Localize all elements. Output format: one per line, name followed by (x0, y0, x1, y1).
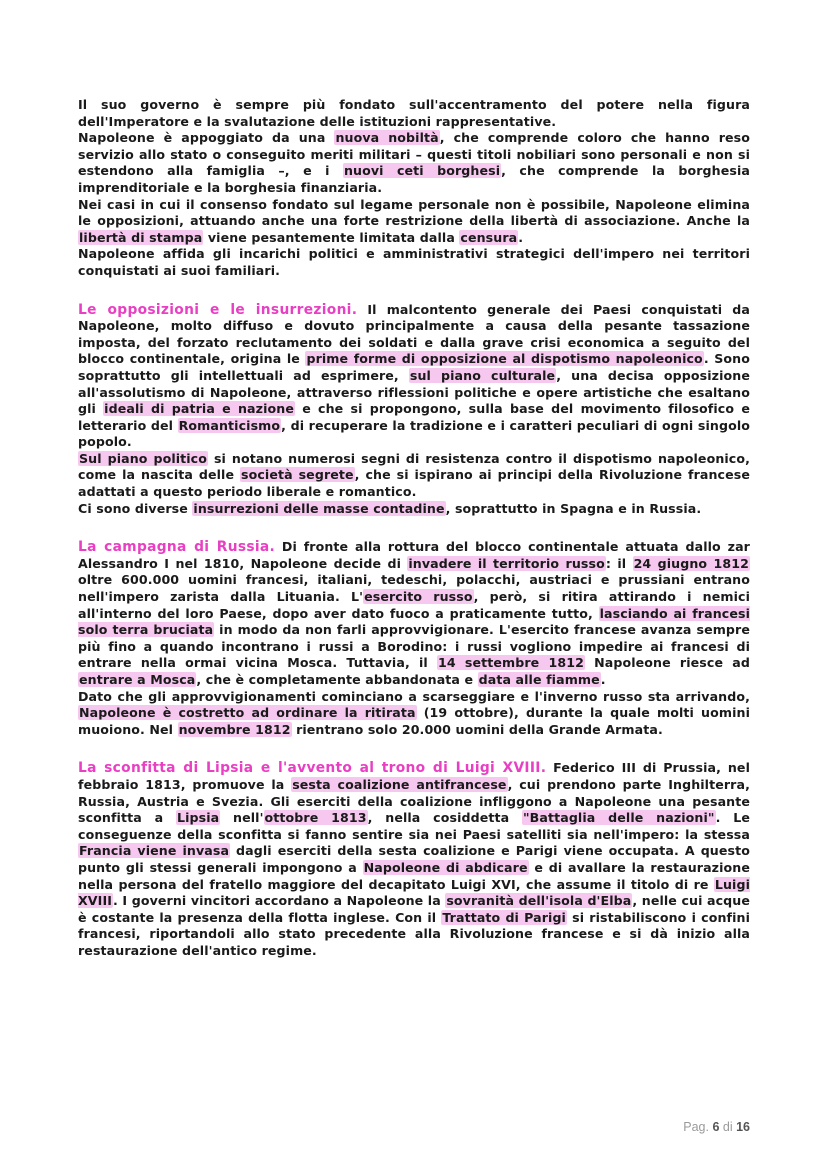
opposizioni-paragraph-2: Sul piano politico si notano numerosi segni di resistenza contro il dispotismo napoleonico, come la nascita delle società segrete, che si ispirano ai principi della Rivoluzione francese adattati a questo periodo liberale e romantico. (78, 450, 751, 500)
page-number: Pag. 6 di 16 (683, 1120, 750, 1134)
highlight: Trattato di Parigi (442, 909, 566, 925)
highlight: sovranità dell'isola d'Elba (446, 893, 632, 909)
highlight: ideali di patria e nazione (104, 401, 294, 417)
russia-paragraph-1: La campagna di Russia. Di fronte alla rottura del blocco continentale attuata dallo zar Alessandro I nel 1810, Napoleone decide di invadere il territorio russo: il 24 giugno 1812 oltre 600.000 uomini francesi, italiani, tedeschi, polacchi, austriaci e prussiani entrano nell'impero zarista dalla Lituania. L'esercito russo, però, si ritira attirando i nemici all'interno del loro Paese, dopo aver dato fuoco a praticamente tutto, lasciando ai francesi solo terra bruciata in modo da non farli approvvigionare. L'esercito francese avanza sempre più fino a quando incontrano i russi a Borodino: i russi vogliono impedire ai francesi di entrare nella ormai vicina Mosca. Tuttavia, il 14 settembre 1812 Napoleone riesce ad entrare a Mosca, che è completamente abbandonata e data alle fiamme. (78, 539, 751, 687)
highlight: data alle fiamme (478, 672, 600, 687)
highlight: censura (460, 229, 518, 245)
highlight: società segrete (241, 467, 354, 483)
section-heading: Le opposizioni e le insurrezioni. (78, 301, 358, 318)
document-page (78, 97, 750, 960)
highlight: nuova nobiltà (335, 130, 439, 146)
opposizioni-section (78, 302, 750, 518)
intro-paragraph-2: Napoleone è appoggiato da una nuova nobiltà, che comprende coloro che hanno reso servizio allo stato o conseguito meriti militari – questi titoli nobiliari sono personali e non si estendono alla famiglia –, e i nuovi ceti borghesi, che comprende la borghesia imprenditoriale e la borghesia finanziaria. (78, 130, 750, 195)
highlight: Luigi XVIII (78, 876, 750, 909)
intro-section (78, 97, 750, 280)
highlight: entrare a Mosca (79, 672, 196, 687)
section-heading: La campagna di Russia. (78, 539, 276, 556)
highlight: Francia viene invasa (79, 843, 230, 859)
intro-paragraph-4: Napoleone affida gli incarichi politici e amministrativi strategici dell'impero nei territori conquistati ai suoi familiari. (78, 246, 750, 278)
highlight: sesta coalizione antifrancese (292, 776, 507, 792)
highlight: ottobre 1813 (264, 810, 367, 826)
highlight: esercito russo (364, 589, 473, 605)
lipsia-paragraph-1: La sconfitta di Lipsia e l'avvento al trono di Luigi XVIII. Federico III di Prussia, nel febbraio 1813, promuove la sesta coalizione antifrancese, cui prendono parte Inghilterra, Russia, Austria e Svezia. Gli eserciti della coalizione infliggono a Napoleone una pesante sconfitta a Lipsia nell'ottobre 1813, nella cosiddetta "Battaglia delle nazioni". Le conseguenze della sconfitta si fanno sentire sia nei Paesi satelliti sia nell'impero: la stessa Francia viene invasa dagli eserciti della sesta coalizione e Parigi viene occupata. A questo punto gli stessi generali impongono a Napoleone di abdicare e di avallare la restaurazione nella persona del fratello maggiore del decapitato Luigi XVI, che assume il titolo di re Luigi XVIII. I governi vincitori accordano a Napoleone la sovranità dell'isola d'Elba, nelle cui acque è costante la presenza della flotta inglese. Con il Trattato di Parigi si ristabiliscono i confini francesi, riportandoli allo stato precedente alla Rivoluzione francese e si dà inizio alla restaurazione dell'antico regime. (78, 760, 750, 958)
highlight: invadere il territorio russo (408, 555, 605, 571)
highlight: Romanticismo (178, 417, 281, 433)
section-heading: La sconfitta di Lipsia e l'avvento al trono di Luigi XVIII. (78, 760, 547, 777)
highlight: 24 giugno 1812 (633, 555, 749, 571)
highlight: insurrezioni delle masse contadine (193, 500, 445, 516)
intro-paragraph-1: Il suo governo è sempre più fondato sull'accentramento del potere nella figura dell'Imperatore e la svalutazione delle istituzioni rappresentative. (78, 97, 750, 129)
highlight: sul piano culturale (409, 367, 556, 383)
highlight: libertà di stampa (79, 229, 203, 245)
highlight: Napoleone di abdicare (363, 859, 528, 875)
highlight: Lipsia (176, 810, 220, 826)
russia-section (78, 539, 750, 738)
highlight: "Battaglia delle nazioni" (523, 810, 715, 826)
russia-paragraph-2: Dato che gli approvvigionamenti cominciano a scarseggiare e l'inverno russo sta arrivando, Napoleone è costretto ad ordinare la ritirata (19 ottobre), durante la quale molti uomini muoiono. Nel novembre 1812 rientrano solo 20.000 uomini della Grande Armata. (78, 688, 750, 737)
lipsia-section (78, 760, 750, 959)
highlight: lasciando ai francesi solo terra bruciata (78, 605, 750, 638)
highlight: Sul piano politico (79, 450, 208, 466)
highlight: 14 settembre 1812 (438, 655, 584, 671)
highlight: Napoleone è costretto ad ordinare la ritirata (79, 705, 416, 721)
opposizioni-paragraph-3: Ci sono diverse insurrezioni delle masse contadine, soprattutto in Spagna e in Russia. (78, 500, 702, 516)
intro-paragraph-3: Nei casi in cui il consenso fondato sul legame personale non è possibile, Napoleone elimina le opposizioni, attuando anche una forte restrizione della libertà di associazione. Anche la libertà di stampa viene pesantemente limitata dalla censura. (78, 196, 750, 245)
highlight: nuovi ceti borghesi (343, 163, 501, 179)
highlight: prime forme di opposizione al dispotismo napoleonico (306, 351, 703, 367)
highlight: novembre 1812 (178, 721, 291, 737)
opposizioni-paragraph-1: Le opposizioni e le insurrezioni. Il malcontento generale dei Paesi conquistati da Napoleone, molto diffuso e dovuto principalmente a causa della pesante tassazione imposta, del forzato reclutamento dei soldati e dalla grave crisi economica a seguito del blocco continentale, origina le prime forme di opposizione al dispotismo napoleonico. Sono soprattutto gli intellettuali ad esprimere, sul piano culturale, una decisa opposizione all'assolutismo di Napoleone, attraverso riflessioni politiche e opere artistiche che esaltano gli ideali di patria e nazione e che si propongono, sulla base del movimento filosofico e letterario del Romanticismo, di recuperare la tradizione e i caratteri peculiari di ogni singolo popolo. (78, 301, 750, 450)
